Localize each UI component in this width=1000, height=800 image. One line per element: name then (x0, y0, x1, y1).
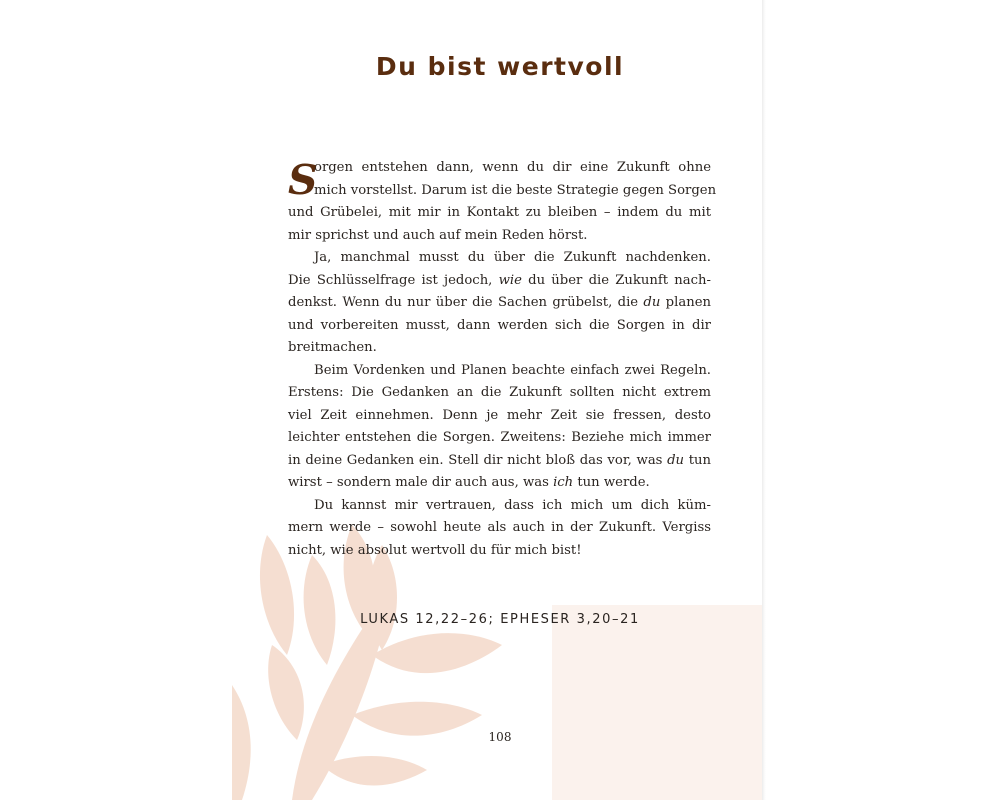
text-line: viel Zeit einnehmen. Denn je mehr Zeit sie fressen, desto (288, 407, 711, 423)
text-line: Ja, manchmal musst du über die Zukunft nachdenken. (314, 250, 711, 265)
page-title: Du bist wertvoll (375, 52, 625, 81)
text-line: wirst – sondern male dir auch aus, was ich tun werde. (288, 475, 650, 490)
body-text (288, 156, 717, 562)
leaf-illustration (232, 525, 762, 800)
text-line: Die Schlüsselfrage ist jedoch, wie du über die Zukunft nach- (288, 272, 711, 288)
drop-cap: S (288, 156, 318, 204)
text-line: Beim Vordenken und Planen beachte einfach zwei Regeln. (314, 362, 711, 378)
text-line: und Grübelei, mit mir in Kontakt zu bleiben – indem du mit (288, 205, 711, 220)
text-line: breitmachen. (288, 340, 377, 355)
text-line: Du kannst mir vertrauen, dass ich mich um dich küm- (314, 497, 711, 513)
text-line: mern werde – sowohl heute als auch in der Zukunft. Vergiss (288, 520, 711, 535)
text-line: mir sprichst und auch auf mein Reden hörst. (288, 227, 588, 243)
text-line: nicht, wie absolut wertvoll du für mich bist! (288, 542, 582, 558)
page-number: 108 (488, 730, 512, 744)
text-line: mich vorstellst. Darum ist die beste Strategie gegen Sorgen (314, 182, 717, 198)
text-line: orgen entstehen dann, wenn du dir eine Zukunft ohne (314, 160, 711, 175)
scripture-reference: LUKAS 12,22–26; EPHESER 3,20–21 (360, 612, 640, 627)
text-line: leichter entstehen die Sorgen. Zweitens: Beziehe mich immer (288, 430, 711, 445)
text-line: und vorbereiten musst, dann werden sich die Sorgen in dir (288, 317, 711, 333)
page-edge (762, 0, 766, 800)
text-line: in deine Gedanken ein. Stell dir nicht bloß das vor, was du tun (288, 452, 711, 468)
text-line: denkst. Wenn du nur über die Sachen grübelst, die du planen (288, 295, 711, 310)
text-line: Erstens: Die Gedanken an die Zukunft sollten nicht extrem (288, 385, 711, 400)
